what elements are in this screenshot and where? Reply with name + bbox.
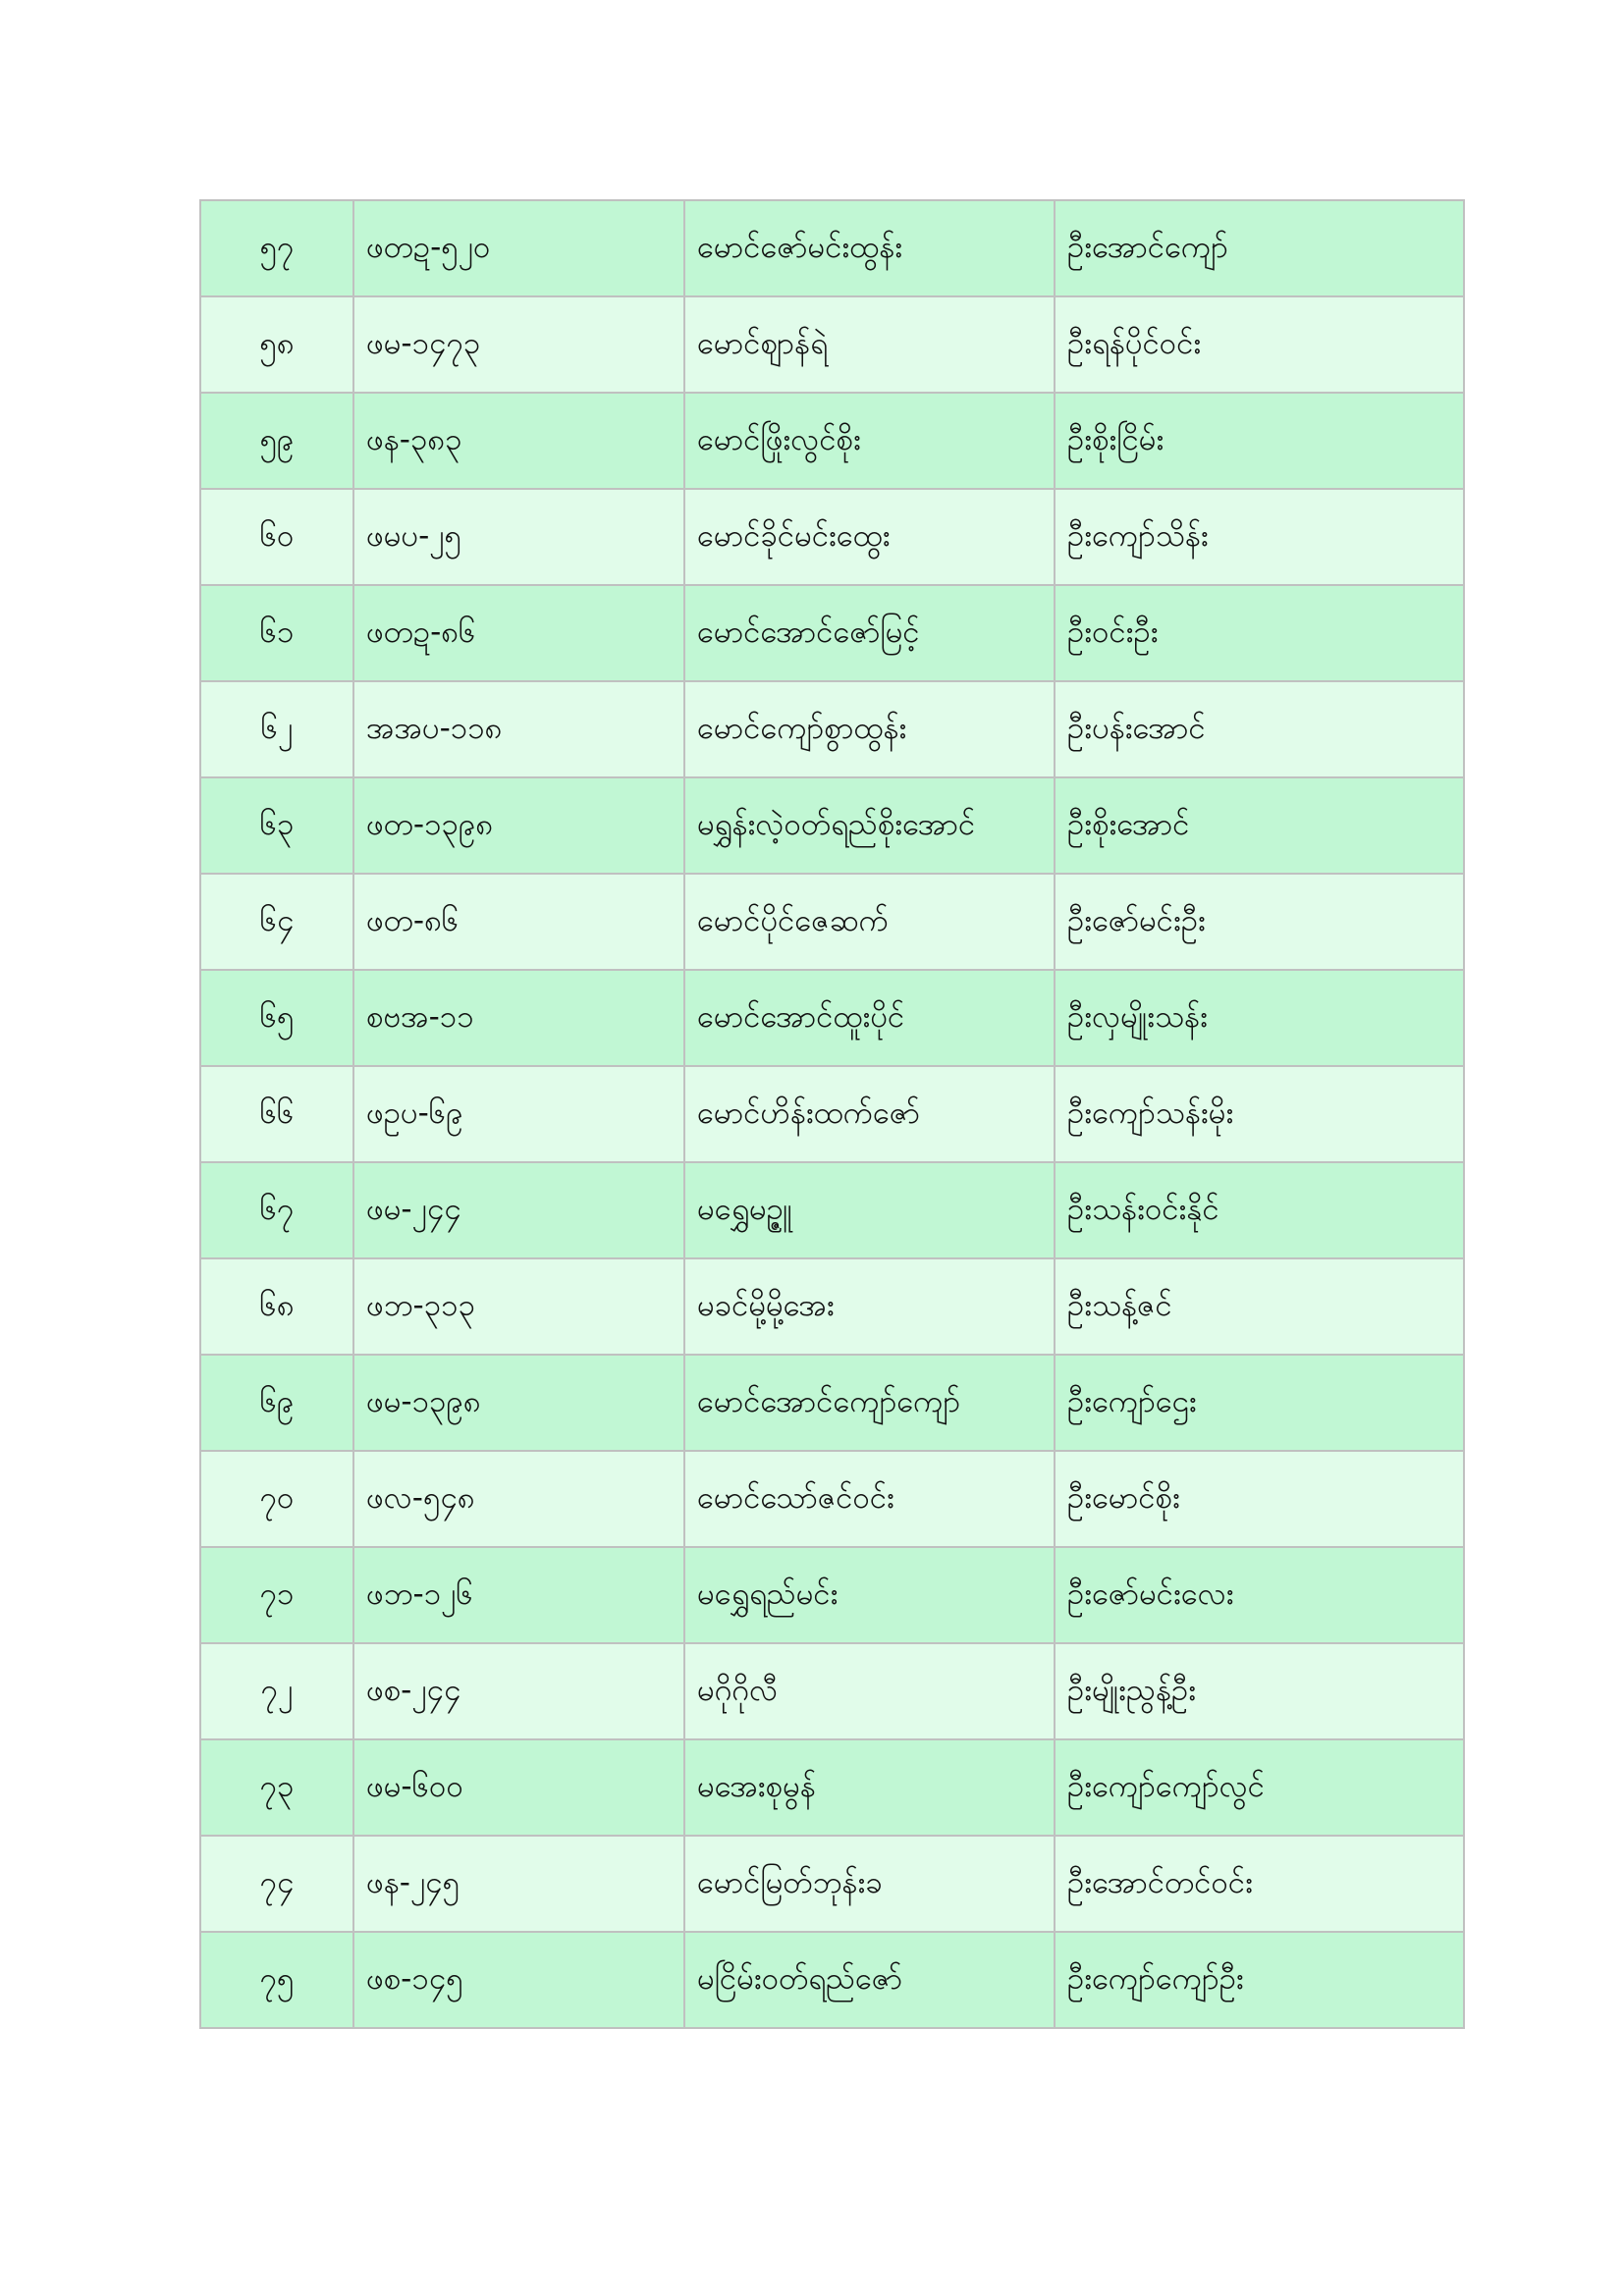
registration-code: ဖမ-၁၃၉၈ [353,1355,684,1451]
row-number: ၇၁ [200,1547,353,1643]
person-name: မောင်ခိုင်မင်းထွေး [684,489,1055,585]
father-name: ဦးဇော်မင်းဦး [1055,874,1464,970]
row-number: ၆၈ [200,1258,353,1355]
father-name: ဦးကျော်သန်းမိုး [1055,1066,1464,1162]
person-name: မရွှေမဥ္ဇူ [684,1162,1055,1258]
person-name: မောင်သော်ဇင်ဝင်း [684,1451,1055,1547]
registration-code: ဖတ-၁၃၉၈ [353,777,684,874]
person-name: မဂိုဂိုလီ [684,1643,1055,1739]
row-number: ၆၇ [200,1162,353,1258]
person-name: မောင်အောင်ကျော်ကျော် [684,1355,1055,1451]
registration-code: ဖစ-၁၄၅ [353,1932,684,2028]
row-number: ၅၈ [200,296,353,393]
registration-code: ဖတ-၈၆ [353,874,684,970]
table-row [200,296,1464,393]
father-name: ဦးလှမျိုးသန်း [1055,970,1464,1066]
person-name: မခင်မို့မို့အေး [684,1258,1055,1355]
row-number: ၆၅ [200,970,353,1066]
registration-code: ဖဘ-၃၁၃ [353,1258,684,1355]
father-name: ဦးကျော်ကျော်ဦး [1055,1932,1464,2028]
row-number: ၆၉ [200,1355,353,1451]
registration-code: ဖမ-၆၀၀ [353,1739,684,1836]
registration-code: ဖဥပ-၆၉ [353,1066,684,1162]
father-name: ဦးစိုးငြိမ်း [1055,393,1464,489]
registration-code: ဖန-၂၄၅ [353,1836,684,1932]
father-name: ဦးမောင်စိုး [1055,1451,1464,1547]
person-name: မောင်မြတ်ဘုန်းခ [684,1836,1055,1932]
table-row [200,1643,1464,1739]
person-name: မောင်ဇော်မင်းထွန်း [684,200,1055,296]
person-name: မောင်အောင်ဇော်မြင့် [684,585,1055,681]
father-name: ဦးကျော်ဌေး [1055,1355,1464,1451]
table-row [200,1932,1464,2028]
table-row [200,777,1464,874]
person-name: မရွှန်းလဲ့ဝတ်ရည်စိုးအောင် [684,777,1055,874]
registration-code: ဖမ-၂၄၄ [353,1162,684,1258]
father-name: ဦးအောင်တင်ဝင်း [1055,1836,1464,1932]
person-name: မောင်ဈာန်ရဲ [684,296,1055,393]
registration-code: ဖမပ-၂၅ [353,489,684,585]
table-row [200,970,1464,1066]
person-name: မငြိမ်းဝတ်ရည်ဇော် [684,1932,1055,2028]
father-name: ဦးမျိုးညွန့်ဦး [1055,1643,1464,1739]
registration-code: ဖစ-၂၄၄ [353,1643,684,1739]
registration-code: ဖတဍ-၈၆ [353,585,684,681]
row-number: ၆၁ [200,585,353,681]
registration-code: ဖလ-၅၄၈ [353,1451,684,1547]
table-row [200,393,1464,489]
person-name: မောင်ကျော်စွာထွန်း [684,681,1055,777]
table-row [200,681,1464,777]
table-row [200,1355,1464,1451]
person-name: မအေးစုမွန် [684,1739,1055,1836]
father-name: ဦးပန်းအောင် [1055,681,1464,777]
father-name: ဦးကျော်သိန်း [1055,489,1464,585]
table-row [200,489,1464,585]
row-number: ၇၂ [200,1643,353,1739]
father-name: ဦးစိုးအောင် [1055,777,1464,874]
father-name: ဦးဇော်မင်းလေး [1055,1547,1464,1643]
table-row [200,585,1464,681]
registration-code: အအပ-၁၁၈ [353,681,684,777]
father-name: ဦးသန်းဝင်းနိုင် [1055,1162,1464,1258]
registration-code: ဖတဍ-၅၂၀ [353,200,684,296]
person-name: မောင်ဖြိုးလွင်စိုး [684,393,1055,489]
row-number: ၇၄ [200,1836,353,1932]
registration-code: ဖမ-၁၄၇၃ [353,296,684,393]
record-table-body [200,200,1464,2028]
father-name: ဦးကျော်ကျော်လွင် [1055,1739,1464,1836]
person-name: မောင်ပိုင်ဇေဆက် [684,874,1055,970]
table-row [200,1162,1464,1258]
row-number: ၆၀ [200,489,353,585]
person-name: မရွှေရည်မင်း [684,1547,1055,1643]
row-number: ၅၇ [200,200,353,296]
row-number: ၇၀ [200,1451,353,1547]
table-row [200,1258,1464,1355]
table-row [200,1066,1464,1162]
row-number: ၆၃ [200,777,353,874]
registration-code: ဖဘ-၁၂၆ [353,1547,684,1643]
registration-code: ဖန-၃၈၃ [353,393,684,489]
row-number: ၇၃ [200,1739,353,1836]
person-name: မောင်ဟိန်းထက်ဇော် [684,1066,1055,1162]
father-name: ဦးဝင်းဦး [1055,585,1464,681]
table-row [200,200,1464,296]
table-row [200,1739,1464,1836]
table-row [200,874,1464,970]
record-table [199,199,1465,2029]
row-number: ၆၂ [200,681,353,777]
row-number: ၆၆ [200,1066,353,1162]
father-name: ဦးသန့်ဇင် [1055,1258,1464,1355]
table-row [200,1547,1464,1643]
father-name: ဦးအောင်ကျော် [1055,200,1464,296]
father-name: ဦးရန်ပိုင်ဝင်း [1055,296,1464,393]
row-number: ၅၉ [200,393,353,489]
table-row [200,1836,1464,1932]
row-number: ၇၅ [200,1932,353,2028]
row-number: ၆၄ [200,874,353,970]
registration-code: စဗအ-၁၁ [353,970,684,1066]
table-row [200,1451,1464,1547]
person-name: မောင်အောင်ထူးပိုင် [684,970,1055,1066]
